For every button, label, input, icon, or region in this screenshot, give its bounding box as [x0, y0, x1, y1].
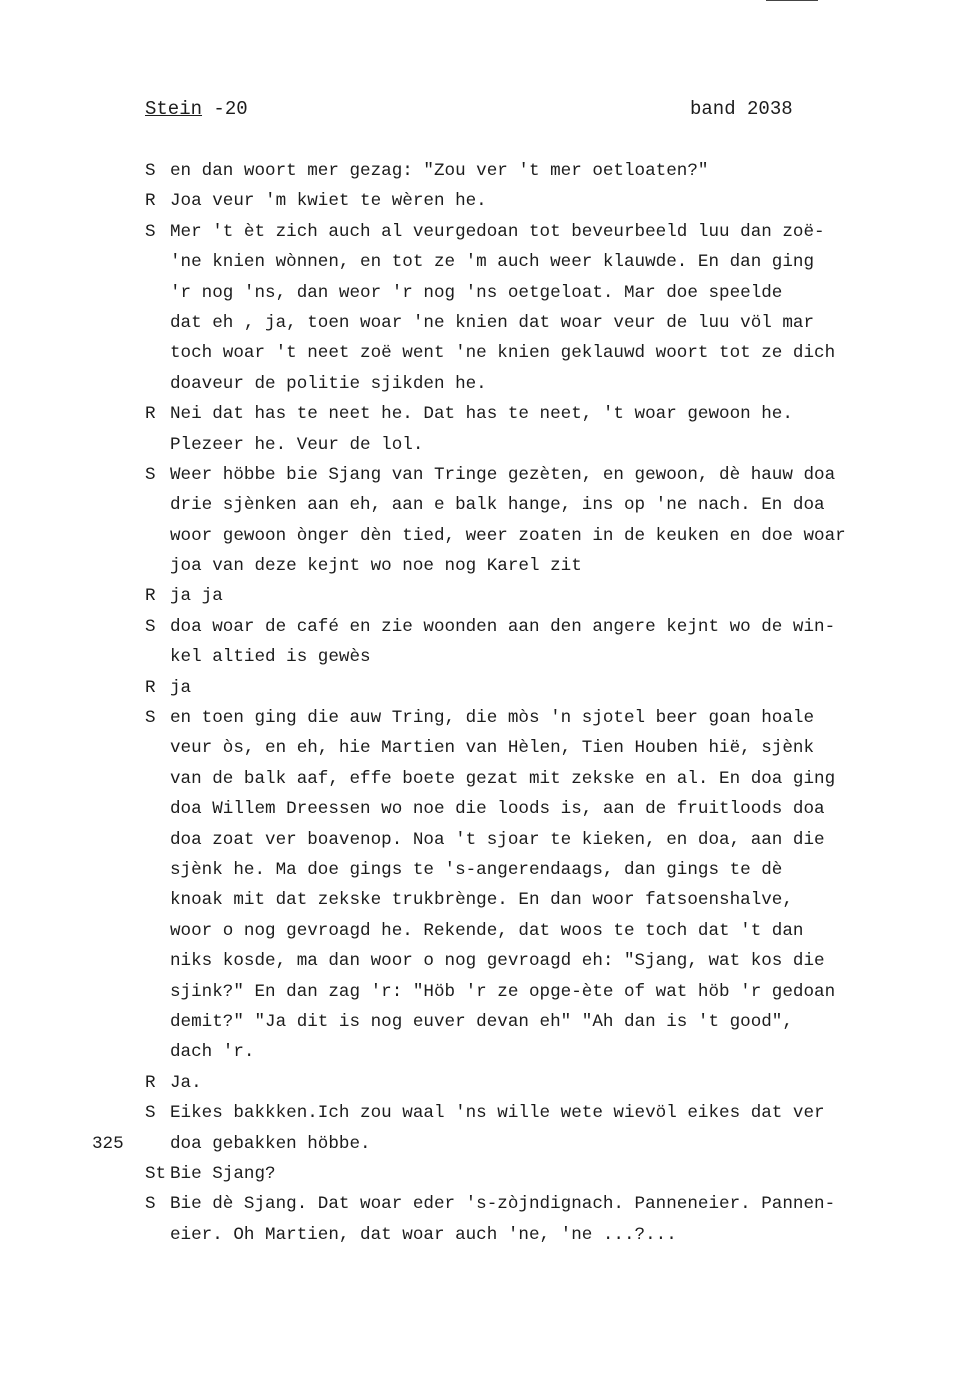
transcript-line	[0, 217, 973, 247]
transcript-line	[0, 460, 973, 490]
transcript-line	[0, 278, 973, 308]
speaker-label: R	[145, 586, 156, 607]
transcript-line	[0, 642, 973, 672]
line-text: Bie Sjang?	[170, 1163, 276, 1184]
transcript-line	[0, 186, 973, 216]
transcript-line	[0, 1068, 973, 1098]
transcript-line	[0, 156, 973, 186]
transcript-line	[0, 703, 973, 733]
line-text: Ja.	[170, 1072, 202, 1093]
speaker-label: R	[145, 191, 156, 212]
line-text: toch woar 't neet zoë went 'ne knien geklauwd woort tot ze dich	[170, 343, 836, 364]
line-text: sjink?" En dan zag 'r: "Höb 'r ze opge-ète of wat höb 'r gedoan	[170, 981, 836, 1002]
line-text: Weer höbbe bie Sjang van Tringe gezèten, en gewoon, dè hauw doa	[170, 464, 836, 485]
line-text: doa woar de café en zie woonden aan den angere kejnt wo de win-	[170, 616, 836, 637]
speaker-label: S	[145, 1194, 156, 1215]
transcript-line	[0, 794, 973, 824]
line-text: woor gewoon ònger dèn tied, weer zoaten in de keuken en doe woar	[170, 525, 846, 546]
line-text: 'r nog 'ns, dan weor 'r nog 'ns oetgeloat. Mar doe speelde	[170, 282, 783, 303]
transcript-line	[0, 764, 973, 794]
line-text: en dan woort mer gezag: "Zou ver 't mer oetloaten?"	[170, 161, 709, 181]
transcript-line	[0, 1098, 973, 1128]
line-text: en toen ging die auw Tring, die mòs 'n sjotel beer goan hoale	[170, 708, 815, 729]
line-text: Bie dè Sjang. Dat woar eder 's-zòjndignach. Panneneier. Pannen-	[170, 1194, 836, 1215]
page-number: -20	[213, 98, 248, 120]
transcript-line	[0, 399, 973, 429]
document-title: Stein	[145, 98, 203, 120]
transcript-line	[0, 338, 973, 368]
line-text: veur òs, en eh, hie Martien van Hèlen, Tien Houben hië, sjènk	[170, 738, 815, 759]
line-text: 'ne knien wònnen, en tot ze 'm auch weer klauwde. En dan ging	[170, 252, 815, 273]
page-header-left	[145, 98, 248, 120]
transcript-line	[0, 1159, 973, 1189]
line-text: Eikes bakkken.Ich zou waal 'ns wille wete wievöl eikes dat ver	[170, 1103, 825, 1124]
tape-number: band 2038	[690, 98, 793, 120]
line-text: joa van deze kejnt wo noe nog Karel zit	[170, 556, 582, 577]
line-text: knoak mit dat zekske trukbrènge. En dan woor fatsoenshalve,	[170, 890, 793, 911]
line-text: dach 'r.	[170, 1042, 255, 1063]
transcript-line	[0, 1037, 973, 1067]
speaker-label: S	[145, 161, 156, 181]
top-rule	[766, 0, 818, 1]
speaker-label: R	[145, 677, 156, 698]
transcript-line	[0, 1129, 973, 1159]
transcript-line	[0, 855, 973, 885]
transcript-line	[0, 490, 973, 520]
line-text: doaveur de politie sjikden he.	[170, 373, 487, 394]
speaker-label: S	[145, 464, 156, 485]
transcript-line	[0, 551, 973, 581]
line-text: doa gebakken höbbe.	[170, 1133, 371, 1154]
transcript-line	[0, 916, 973, 946]
line-text: Mer 't èt zich auch al veurgedoan tot beveurbeeld luu dan zoë-	[170, 221, 825, 242]
speaker-label: S	[145, 616, 156, 637]
line-text: drie sjènken aan eh, aan e balk hange, ins op 'ne nach. En doa	[170, 495, 825, 516]
line-text: eier. Oh Martien, dat woar auch 'ne, 'ne ...?...	[170, 1224, 677, 1245]
line-text: Joa veur 'm kwiet te wèren he.	[170, 191, 487, 212]
transcript-line	[0, 825, 973, 855]
line-text: Nei dat has te neet he. Dat has te neet, 't woar gewoon he.	[170, 404, 793, 425]
line-text: kel altied is gewès	[170, 647, 371, 668]
transcript-line	[0, 1220, 973, 1250]
transcript-line	[0, 1189, 973, 1219]
line-text: doa Willem Dreessen wo noe die loods is, aan de fruitloods doa	[170, 799, 825, 820]
line-text: doa zoat ver boavenop. Noa 't sjoar te kieken, en doa, aan die	[170, 829, 825, 850]
transcript-line	[0, 581, 973, 611]
line-text: niks kosde, ma dan woor o nog gevroagd eh: "Sjang, wat kos die	[170, 951, 825, 972]
transcript-line	[0, 885, 973, 915]
transcript-line	[0, 430, 973, 460]
transcript-line	[0, 521, 973, 551]
transcript-line	[0, 733, 973, 763]
transcript	[0, 156, 973, 1250]
line-text: sjènk he. Ma doe gings te 's-angerendaags, dan gings te dè	[170, 859, 783, 880]
transcript-line	[0, 612, 973, 642]
transcript-line	[0, 977, 973, 1007]
line-text: ja	[170, 677, 192, 698]
transcript-line	[0, 1007, 973, 1037]
speaker-label: S	[145, 221, 156, 242]
speaker-label: S	[145, 708, 156, 729]
speaker-label: R	[145, 404, 156, 425]
speaker-label: S	[145, 1103, 156, 1124]
transcript-line	[0, 673, 973, 703]
speaker-label: R	[145, 1072, 156, 1093]
line-text: woor o nog gevroagd he. Rekende, dat woos te toch dat 't dan	[170, 920, 804, 941]
transcript-line	[0, 247, 973, 277]
transcript-line	[0, 946, 973, 976]
transcript-line	[0, 308, 973, 338]
line-number: 325	[92, 1133, 124, 1154]
line-text: van de balk aaf, effe boete gezat mit zekske en al. En doa ging	[170, 768, 836, 789]
transcript-line	[0, 369, 973, 399]
speaker-label: St	[145, 1163, 167, 1184]
line-text: Plezeer he. Veur de lol.	[170, 434, 424, 455]
line-text: ja ja	[170, 586, 223, 607]
line-text: dat eh , ja, toen woar 'ne knien dat woar veur de luu völ mar	[170, 312, 815, 333]
line-text: demit?" "Ja dit is nog euver devan eh" "Ah dan is 't good",	[170, 1011, 793, 1032]
